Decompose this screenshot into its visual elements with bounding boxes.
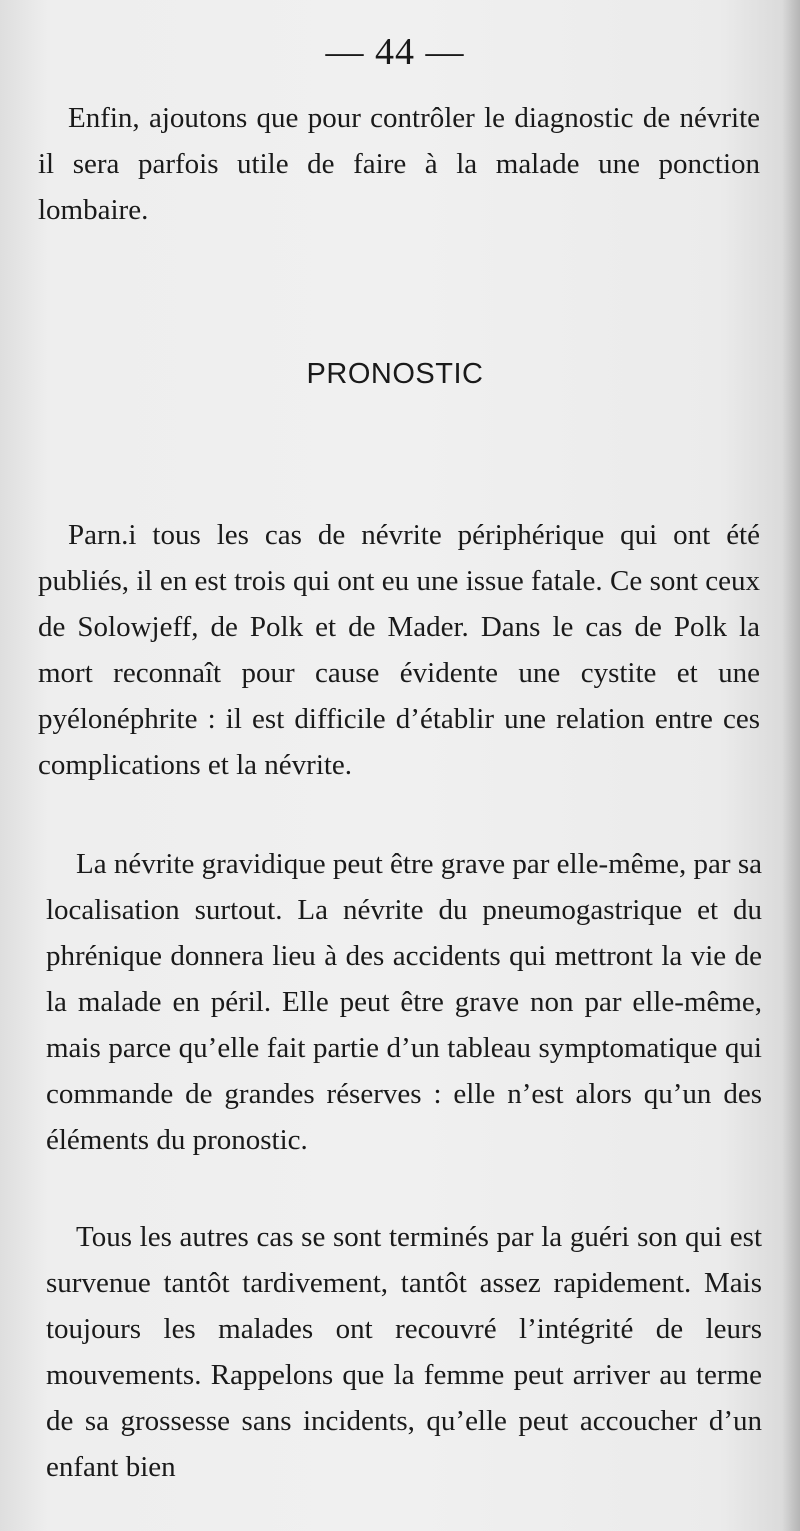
paragraph-1: Enfin, ajoutons que pour contrôler le diagnostic de névrite il sera parfois utile de faire à la malade une ponction lombaire. [38, 102, 760, 226]
page-edge-shadow [782, 0, 800, 1531]
page-number: — 44 — [325, 31, 465, 73]
section-heading: PRONOSTIC [306, 358, 484, 390]
paragraph-4: Tous les autres cas se sont terminés par la guéri son qui est survenue tantôt tardivement, tantôt assez rapidement. Mais toujours les malades ont recouvré l’intégrité de leurs mouvements. Rappelons que la femme peut arriver au terme de sa grossesse sans incidents, qu’elle peut accoucher d’un enfant bien [46, 1221, 762, 1483]
paragraph-2: Parn.i tous les cas de névrite périphérique qui ont été publiés, il en est trois qui ont eu une issue fatale. Ce sont ceux de Solowjeff, de Polk et de Mader. Dans le cas de Polk la mort reconnaît pour cause évidente une cystite et une pyélonéphrite : il est difficile d’établir une relation entre ces complications et la névrite. [38, 519, 760, 781]
paragraph-3: La névrite gravidique peut être grave par elle-même, par sa localisation surtout. La névrite du pneumogastrique et du phrénique donnera lieu à des accidents qui mettront la vie de la malade en péril. Elle peut être grave non par elle-même, mais parce qu’elle fait partie d’un tableau symptomatique qui commande de grandes réserves : elle n’est alors qu’un des éléments du pronostic. [46, 848, 762, 1156]
